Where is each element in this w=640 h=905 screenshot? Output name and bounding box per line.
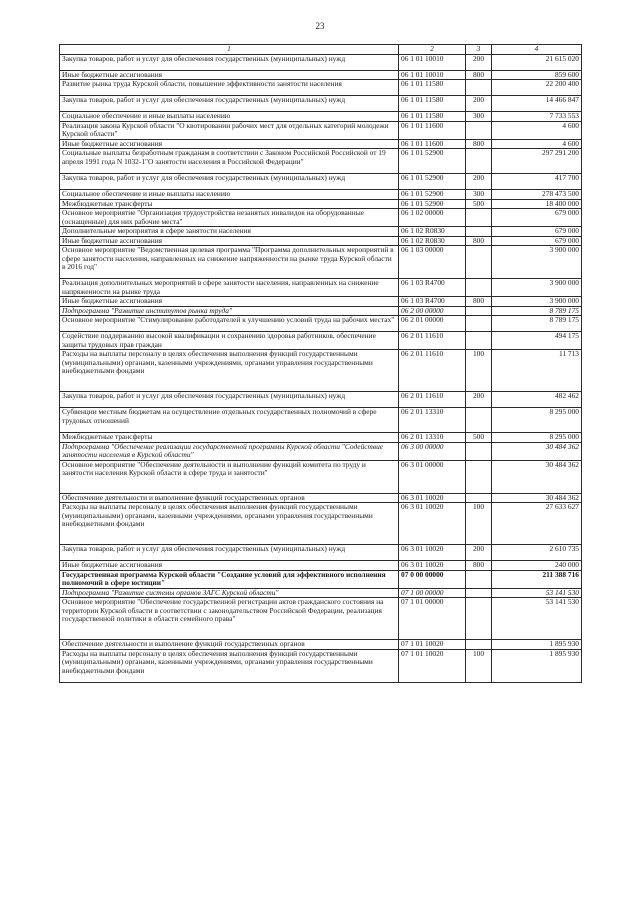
- row-code-cell: 06 1 03 00000: [399, 246, 466, 279]
- table-row: [60, 80, 582, 96]
- row-type-cell: 800: [466, 236, 492, 246]
- row-amount-cell: 297 291 200: [492, 149, 582, 174]
- row-type-cell: [466, 279, 492, 297]
- row-amount-cell: 679 000: [492, 236, 582, 246]
- row-type-cell: [466, 209, 492, 227]
- row-name-cell: Основное мероприятие "Организация трудоустройства незанятых инвалидов на оборудованные (оснащенные) для них рабочие места": [60, 209, 399, 227]
- table-row: [60, 297, 582, 307]
- table-row: [60, 236, 582, 246]
- table-row: [60, 279, 582, 297]
- row-name-cell: Закупка товаров, работ и услуг для обеспечения государственных (муниципальных) нужд: [60, 96, 399, 112]
- row-type-cell: 200: [466, 545, 492, 561]
- row-amount-cell: 4 600: [492, 121, 582, 139]
- row-name-cell: Социальное обеспечение и иные выплаты населению: [60, 190, 399, 200]
- row-code-cell: 06 2 01 13310: [399, 433, 466, 443]
- row-name-cell: Обеспечение деятельности и выполнение функций государственных органов: [60, 493, 399, 503]
- row-code-cell: 06 1 01 10010: [399, 70, 466, 80]
- row-code-cell: 06 1 03 R4700: [399, 297, 466, 307]
- table-row: [60, 54, 582, 70]
- table-row: [60, 588, 582, 598]
- row-name-cell: Закупка товаров, работ и услуг для обеспечения государственных (муниципальных) нужд: [60, 392, 399, 408]
- row-type-cell: 200: [466, 54, 492, 70]
- row-code-cell: 06 3 01 10020: [399, 503, 466, 545]
- row-name-cell: Иные бюджетные ассигнования: [60, 70, 399, 80]
- row-code-cell: 06 2 01 00000: [399, 316, 466, 332]
- row-code-cell: 06 1 01 11580: [399, 112, 466, 122]
- table-row: [60, 561, 582, 571]
- table-row: [60, 545, 582, 561]
- row-code-cell: 06 3 01 10020: [399, 545, 466, 561]
- table-row: [60, 149, 582, 174]
- row-type-cell: [466, 640, 492, 650]
- row-type-cell: [466, 246, 492, 279]
- row-code-cell: 06 3 01 10020: [399, 561, 466, 571]
- table-row: [60, 493, 582, 503]
- row-code-cell: 06 1 01 52900: [399, 174, 466, 190]
- row-code-cell: 06 2 01 11610: [399, 392, 466, 408]
- row-type-cell: 300: [466, 112, 492, 122]
- row-code-cell: 06 1 02 00000: [399, 209, 466, 227]
- row-type-cell: 500: [466, 433, 492, 443]
- row-name-cell: Дополнительные мероприятия в сфере занятости населения: [60, 227, 399, 237]
- row-amount-cell: 278 473 500: [492, 190, 582, 200]
- row-name-cell: Реализация закона Курской области "О квотировании рабочих мест для отдельных категорий молодежи Курской области": [60, 121, 399, 139]
- table-row: [60, 598, 582, 640]
- row-amount-cell: 3 900 000: [492, 297, 582, 307]
- column-header: 3: [466, 45, 492, 55]
- row-amount-cell: 18 400 000: [492, 199, 582, 209]
- table-row: [60, 316, 582, 332]
- table-row: [60, 392, 582, 408]
- row-amount-cell: 2 610 735: [492, 545, 582, 561]
- row-name-cell: Развитие рынка труда Курской области, повышение эффективности занятости населения: [60, 80, 399, 96]
- row-amount-cell: 11 713: [492, 350, 582, 392]
- table-row: [60, 139, 582, 149]
- row-code-cell: 06 3 01 00000: [399, 460, 466, 493]
- row-amount-cell: 859 600: [492, 70, 582, 80]
- row-amount-cell: 679 000: [492, 227, 582, 237]
- row-code-cell: 07 0 00 00000: [399, 570, 466, 588]
- row-code-cell: 06 1 02 R0830: [399, 236, 466, 246]
- row-name-cell: Иные бюджетные ассигнования: [60, 297, 399, 307]
- table-row: [60, 96, 582, 112]
- row-amount-cell: 8 295 000: [492, 408, 582, 433]
- row-type-cell: [466, 306, 492, 316]
- row-code-cell: 07 1 01 00000: [399, 598, 466, 640]
- row-name-cell: Содействие поддержанию высокой квалификации и сохранению здоровья работников, обеспечение защиты трудовых прав граждан: [60, 332, 399, 350]
- row-name-cell: Основное мероприятие "Обеспечение деятельности и выполнение функций комитета по труду и занятости населения Курской области в сфере труда и занятости": [60, 460, 399, 493]
- row-amount-cell: 30 484 362: [492, 493, 582, 503]
- row-name-cell: Иные бюджетные ассигнования: [60, 139, 399, 149]
- row-type-cell: 800: [466, 297, 492, 307]
- row-type-cell: [466, 316, 492, 332]
- row-amount-cell: 30 484 362: [492, 460, 582, 493]
- row-name-cell: Закупка товаров, работ и услуг для обеспечения государственных (муниципальных) нужд: [60, 54, 399, 70]
- row-name-cell: Подпрограмма "Обеспечение реализации государственной программы Курской области "Содействие занятости населения в Курской области": [60, 442, 399, 460]
- row-type-cell: [466, 80, 492, 96]
- row-type-cell: 100: [466, 649, 492, 682]
- row-code-cell: 07 1 01 10020: [399, 649, 466, 682]
- row-amount-cell: 211 388 716: [492, 570, 582, 588]
- row-name-cell: Иные бюджетные ассигнования: [60, 236, 399, 246]
- row-code-cell: 06 1 01 11600: [399, 139, 466, 149]
- row-amount-cell: 30 484 362: [492, 442, 582, 460]
- table-row: [60, 350, 582, 392]
- row-amount-cell: 679 000: [492, 209, 582, 227]
- row-name-cell: Реализация дополнительных мероприятий в сфере занятости населения, направленных на снижение напряженности на рынке труда: [60, 279, 399, 297]
- row-amount-cell: 3 900 000: [492, 246, 582, 279]
- row-code-cell: 06 1 01 11600: [399, 121, 466, 139]
- row-code-cell: 06 3 01 10020: [399, 493, 466, 503]
- row-type-cell: [466, 460, 492, 493]
- row-amount-cell: 3 900 000: [492, 279, 582, 297]
- row-type-cell: 100: [466, 503, 492, 545]
- row-amount-cell: 53 141 530: [492, 588, 582, 598]
- row-code-cell: 06 1 03 R4700: [399, 279, 466, 297]
- table-row: [60, 649, 582, 682]
- row-code-cell: 06 1 01 52900: [399, 199, 466, 209]
- row-code-cell: 06 1 01 11580: [399, 96, 466, 112]
- table-row: [60, 640, 582, 650]
- row-type-cell: [466, 493, 492, 503]
- row-name-cell: Основное мероприятие "Обеспечение государственной регистрации актов гражданского состояния на территории Курской области в соответствии с законодательством Российской Федерации, реализация государственной политики в области семейного права": [60, 598, 399, 640]
- row-name-cell: Подпрограмма "Развитие системы органов ЗАГС Курской области": [60, 588, 399, 598]
- row-type-cell: 100: [466, 350, 492, 392]
- table-row: [60, 306, 582, 316]
- column-header: 1: [60, 45, 399, 55]
- row-code-cell: 06 3 00 00000: [399, 442, 466, 460]
- row-name-cell: Основное мероприятие "Стимулирование работодателей к улучшению условий труда на рабочих местах": [60, 316, 399, 332]
- row-amount-cell: 8 789 175: [492, 306, 582, 316]
- table-row: [60, 460, 582, 493]
- row-type-cell: [466, 227, 492, 237]
- table-row: [60, 442, 582, 460]
- row-type-cell: [466, 588, 492, 598]
- row-type-cell: [466, 121, 492, 139]
- row-code-cell: 06 2 01 11610: [399, 350, 466, 392]
- row-name-cell: Подпрограмма "Развитие институтов рынка труда": [60, 306, 399, 316]
- table-row: [60, 570, 582, 588]
- table-row: [60, 503, 582, 545]
- row-type-cell: [466, 408, 492, 433]
- row-name-cell: Межбюджетные трансферты: [60, 199, 399, 209]
- row-type-cell: 800: [466, 70, 492, 80]
- row-amount-cell: 8 295 000: [492, 433, 582, 443]
- row-amount-cell: 494 175: [492, 332, 582, 350]
- row-name-cell: Расходы на выплаты персоналу в целях обеспечения выполнения функций государственными (муниципальными) органами, казенными учреждениями, органами управления государственными внебюджетными фондами: [60, 649, 399, 682]
- row-type-cell: 800: [466, 561, 492, 571]
- table-row: [60, 121, 582, 139]
- row-name-cell: Иные бюджетные ассигнования: [60, 561, 399, 571]
- row-amount-cell: 1 895 930: [492, 640, 582, 650]
- row-amount-cell: 53 141 530: [492, 598, 582, 640]
- row-name-cell: Закупка товаров, работ и услуг для обеспечения государственных (муниципальных) нужд: [60, 545, 399, 561]
- row-code-cell: 06 2 00 00000: [399, 306, 466, 316]
- row-code-cell: 06 2 01 11610: [399, 332, 466, 350]
- row-code-cell: 06 2 01 13310: [399, 408, 466, 433]
- row-type-cell: 200: [466, 96, 492, 112]
- row-type-cell: [466, 149, 492, 174]
- row-type-cell: [466, 570, 492, 588]
- row-amount-cell: 22 200 400: [492, 80, 582, 96]
- row-amount-cell: 417 700: [492, 174, 582, 190]
- row-name-cell: Закупка товаров, работ и услуг для обеспечения государственных (муниципальных) нужд: [60, 174, 399, 190]
- row-name-cell: Государственная программа Курской области "Создание условий для эффективного исполнения полномочий в сфере юстиции": [60, 570, 399, 588]
- table-row: [60, 433, 582, 443]
- row-name-cell: Обеспечение деятельности и выполнение функций государственных органов: [60, 640, 399, 650]
- table-row: [60, 246, 582, 279]
- page-number: 23: [315, 21, 325, 31]
- row-amount-cell: 21 615 020: [492, 54, 582, 70]
- row-amount-cell: 482 462: [492, 392, 582, 408]
- row-name-cell: Межбюджетные трансферты: [60, 433, 399, 443]
- row-amount-cell: 240 000: [492, 561, 582, 571]
- table-row: [60, 408, 582, 433]
- row-amount-cell: 27 633 627: [492, 503, 582, 545]
- table-row: [60, 190, 582, 200]
- row-amount-cell: 4 600: [492, 139, 582, 149]
- row-name-cell: Расходы на выплаты персоналу в целях обеспечения выполнения функций государственными (муниципальными) органами, казенными учреждениями, органами управления государственными внебюджетными фондами: [60, 350, 399, 392]
- row-type-cell: [466, 442, 492, 460]
- row-amount-cell: 7 733 553: [492, 112, 582, 122]
- row-code-cell: 07 1 01 10020: [399, 640, 466, 650]
- row-type-cell: 300: [466, 190, 492, 200]
- row-name-cell: Социальные выплаты безработным гражданам в соответствии с Законом Российской Российской от 19 апреля 1991 года N 1032-1"О занятости населения в Российской Федерации": [60, 149, 399, 174]
- row-name-cell: Расходы на выплаты персоналу в целях обеспечения выполнения функций государственными (муниципальными) органами, казенными учреждениями, органами управления государственными внебюджетными фондами: [60, 503, 399, 545]
- row-name-cell: Субвенции местным бюджетам на осуществление отдельных государственных полномочий в сфере трудовых отношений: [60, 408, 399, 433]
- column-header: 4: [492, 45, 582, 55]
- row-name-cell: Основное мероприятие "Ведомственная целевая программа "Программа дополнительных мероприятий в сфере занятости населения, направленных на снижение напряженности на рынке труда Курской области в 2016 год": [60, 246, 399, 279]
- table-row: [60, 174, 582, 190]
- row-name-cell: Социальное обеспечение и иные выплаты населению: [60, 112, 399, 122]
- row-amount-cell: 1 895 930: [492, 649, 582, 682]
- row-type-cell: 200: [466, 174, 492, 190]
- row-amount-cell: 8 789 175: [492, 316, 582, 332]
- column-header: 2: [399, 45, 466, 55]
- budget-table: [59, 44, 582, 683]
- table-row: [60, 332, 582, 350]
- row-type-cell: [466, 598, 492, 640]
- row-type-cell: [466, 332, 492, 350]
- table-row: [60, 199, 582, 209]
- row-code-cell: 06 1 01 11580: [399, 80, 466, 96]
- table-row: [60, 70, 582, 80]
- row-type-cell: 500: [466, 199, 492, 209]
- row-code-cell: 06 1 01 52900: [399, 190, 466, 200]
- row-code-cell: 07 1 00 00000: [399, 588, 466, 598]
- row-amount-cell: 14 466 847: [492, 96, 582, 112]
- table-row: [60, 209, 582, 227]
- table-row: [60, 227, 582, 237]
- row-code-cell: 06 1 01 10010: [399, 54, 466, 70]
- row-code-cell: 06 1 01 52900: [399, 149, 466, 174]
- table-header-row: [60, 45, 582, 55]
- row-code-cell: 06 1 02 R0830: [399, 227, 466, 237]
- row-type-cell: 800: [466, 139, 492, 149]
- row-type-cell: 200: [466, 392, 492, 408]
- table-row: [60, 112, 582, 122]
